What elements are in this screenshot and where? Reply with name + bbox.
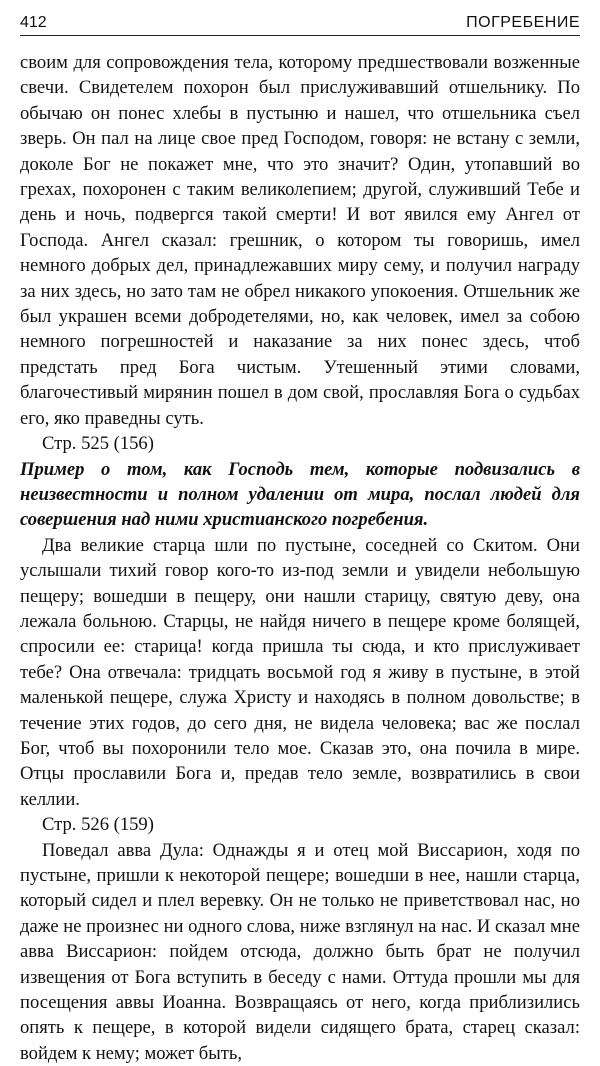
running-title: ПОГРЕБЕНИЕ — [466, 14, 580, 31]
source-reference: Стр. 526 (159) — [42, 814, 154, 836]
source-reference: Стр. 525 (156) — [42, 433, 154, 455]
page-number: 412 — [20, 14, 47, 31]
page-header — [20, 10, 580, 36]
paragraph: Два великие старца шли по пустыне, соседней со Скитом. Они услышали тихий говор кого-то из-под земли и увидели небольшую пещеру; вошедши в пещеру, они нашли старицу, святую деву, она лежала больною. Старцы, не найдя ничего в пещере кроме болящей, спросили ее: старица! когда пришла ты сюда, и кто прислуживает тебе? Она отвечала: тридцать восьмой год я живу в пустыне, в этой маленькой пещере, служа Христу и находясь в полном довольстве; в течение этих годов, до сего дня, не видела человека; вас же послал Бог, чтоб вы похоронили тело мое. Сказав это, она почила в мире. Отцы прославили Бога и, предав тело земле, возвратились в свои келлии. — [20, 534, 580, 810]
page-content — [20, 50, 580, 1066]
book-page — [20, 10, 580, 1066]
section-heading: Пример о том, как Господь тем, которые подвизались в неизвестности и полном удалении от мира, послал людей для совершения над ними христианского погребения. — [20, 458, 580, 531]
paragraph-continuation: своим для сопровождения тела, которому предшествовали возженные свечи. Свидетелем похорон был прислуживавший отшельнику. По обычаю он понес хлебы в пустыню и нашел, что отшельника съел зверь. Он пал на лице свое пред Господом, говоря: не встану с земли, доколе Бог не покажет мне, что это значит? Один, утопавший во грехах, похоронен с таким великолепием; другой, служивший Тебе и день и ночь, подвергся такой смерти! И вот явился ему Ангел от Господа. Ангел сказал: грешник, о котором ты говоришь, имел немного добрых дел, принадлежавших миру сему, и получил награду за них здесь, но зато там не обрел никакого упокоения. Отшельник же был украшен всеми добродетелями, но, как человек, имел за собою немного погрешностей и наказание за них понес здесь, чтоб предстать пред Бога чистым. Утешенный этими словами, благочестивый мирянин пошел в дом свой, прославляя Бога о судьбах его, яко праведны суть. — [20, 52, 580, 429]
paragraph: Поведал авва Дула: Однажды я и отец мой Виссарион, ходя по пустыне, пришли к некоторой пещере; вошедши в нее, нашли старца, который сидел и плел веревку. Он не только не приветствовал нас, но даже не произнес ни одного слова, ниже взглянул на нас. И сказал мне авва Виссарион: пойдем отсюда, должно быть брат не получил извещения от Бога вступить в беседу с нами. Оттуда прошли мы для посещения аввы Иоанна. Возвращаясь от него, когда приблизились опять к пещере, в которой видели сидящего брата, старец сказал: войдем к нему; может быть, — [20, 839, 580, 1064]
